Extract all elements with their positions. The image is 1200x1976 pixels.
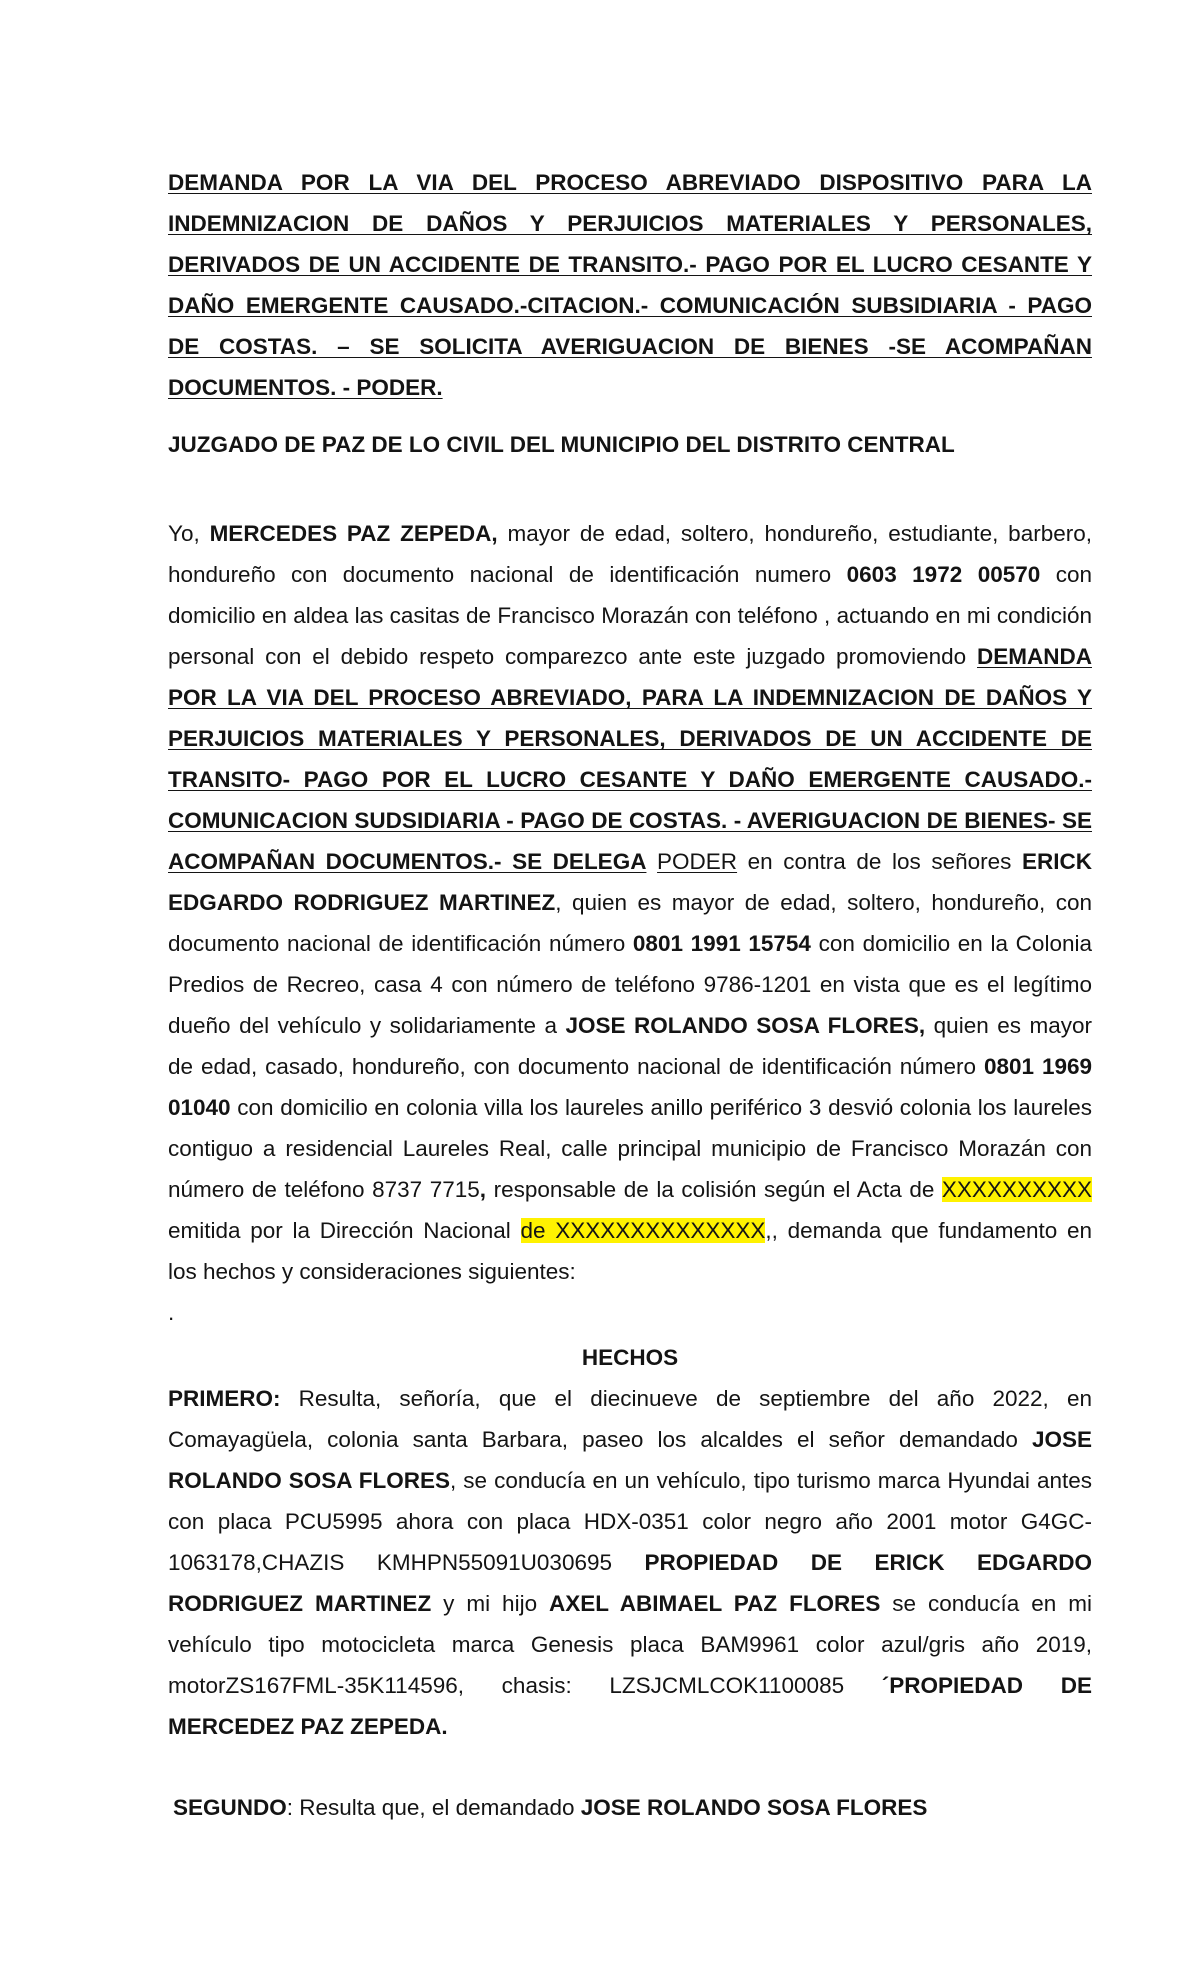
redacted-highlight-1: XXXXXXXXXX bbox=[941, 1177, 1092, 1202]
primero-paragraph bbox=[168, 1378, 1092, 1747]
defendant-id-1: 0801 1991 15754 bbox=[632, 931, 811, 956]
defendant-name: JOSE ROLANDO SOSA FLORES bbox=[168, 1427, 1092, 1493]
plaintiff-name: MERCEDES PAZ ZEPEDA, bbox=[209, 521, 498, 546]
intro-text: mayor de edad, soltero, hondureño, estudiante, barbero, hondureño con documento nacional de identificación numero bbox=[168, 521, 1092, 587]
property-owner-1: PROPIEDAD DE ERICK EDGARDO RODRIGUEZ MARTINEZ bbox=[168, 1550, 1092, 1616]
intro-text: con domicilio en colonia villa los laureles anillo periférico 3 desvió colonia los laureles contiguo a residencial Laureles Real, calle principal municipio de Francisco Morazán con número de teléfono 8737 7715 bbox=[168, 1095, 1092, 1202]
court-name: JUZGADO DE PAZ DE LO CIVIL DEL MUNICIPIO DEL DISTRITO CENTRAL bbox=[168, 432, 955, 457]
intro-text: emitida por la Dirección Nacional bbox=[168, 1218, 521, 1243]
intro-text: con domicilio en aldea las casitas de Francisco Morazán con teléfono , actuando en mi condición personal con el debido respeto comparezco ante este juzgado promoviendo bbox=[168, 562, 1093, 669]
poder-text: PODER bbox=[657, 849, 738, 874]
document-heading: DEMANDA POR LA VIA DEL PROCESO ABREVIADO DISPOSITIVO PARA LA INDEMNIZACION DE DAÑOS Y PERJUICIOS MATERIALES Y PERSONALES, DERIVADOS DE UN ACCIDENTE DE TRANSITO.- PAGO POR EL LUCRO CESANTE Y DAÑO EMERGENTE CAUSADO.-CITACION.- COMUNICACIÓN SUBSIDIARIA - PAGO DE COSTAS. – SE SOLICITA AVERIGUACION DE BIENES -SE ACOMPAÑAN DOCUMENTOS. - PODER. bbox=[168, 170, 1092, 400]
intro-text: , quien es mayor de edad, soltero, hondureño, con documento nacional de identificación número bbox=[168, 890, 1092, 956]
segundo-paragraph bbox=[168, 1787, 1092, 1828]
defendant-name-1: ERICK EDGARDO RODRIGUEZ MARTINEZ bbox=[168, 849, 1092, 915]
defendant-name-2: JOSE ROLANDO SOSA FLORES, bbox=[565, 1013, 926, 1038]
primero-text: se conducía en mi vehículo tipo motocicleta marca Genesis placa BAM9961 color azul/gris año 2019, motorZS167FML-35K114596, chasis: LZSJCMLCOK1100085 bbox=[168, 1591, 1092, 1698]
segundo-label: SEGUNDO bbox=[173, 1795, 287, 1820]
intro-text: ,, demanda que fundamento en los hechos y consideraciones siguientes: bbox=[168, 1218, 1092, 1284]
hechos-title: HECHOS bbox=[581, 1345, 679, 1370]
intro-text: en contra de los señores bbox=[737, 849, 1022, 874]
document-body bbox=[168, 162, 1092, 1828]
plaintiff-id: 0603 1972 00570 bbox=[846, 562, 1041, 587]
intro-paragraph bbox=[168, 513, 1092, 1292]
intro-text: quien es mayor de edad, casado, hondureño, con documento nacional de identificación número bbox=[168, 1013, 1092, 1079]
intro-text: Yo, bbox=[168, 521, 210, 546]
dot-line: . bbox=[168, 1300, 175, 1325]
primero-text: Resulta, señoría, que el diecinueve de septiembre del año 2022, en Comayagüela, colonia santa Barbara, paseo los alcaldes el señor demandado bbox=[168, 1386, 1092, 1452]
segundo-text: : Resulta que, el demandado bbox=[286, 1795, 581, 1820]
primero-text: y mi hijo bbox=[431, 1591, 550, 1616]
primero-text: , se conducía en un vehículo, tipo turismo marca Hyundai antes con placa PCU5995 ahora con placa HDX-0351 color negro año 2001 motor G4GC-1063178,CHAZIS KMHPN55091U030695 bbox=[168, 1468, 1092, 1575]
defendant-name: JOSE ROLANDO SOSA FLORES bbox=[580, 1795, 928, 1820]
son-name: AXEL ABIMAEL PAZ FLORES bbox=[549, 1591, 881, 1616]
bold-comma: , bbox=[479, 1177, 487, 1202]
intro-text: con domicilio en la Colonia Predios de Recreo, casa 4 con número de teléfono 9786-1201 en vista que es el legítimo dueño del vehículo y solidariamente a bbox=[168, 931, 1092, 1038]
defendant-id-2: 0801 1969 01040 bbox=[168, 1054, 1093, 1120]
property-owner-2: ´PROPIEDAD DE MERCEDEZ PAZ ZEPEDA. bbox=[168, 1673, 1092, 1739]
demand-title: DEMANDA POR LA VIA DEL PROCESO ABREVIADO, PARA LA INDEMNIZACION DE DAÑOS Y PERJUICIOS MATERIALES Y PERSONALES, DERIVADOS DE UN ACCIDENTE DE TRANSITO- PAGO POR EL LUCRO CESANTE Y DAÑO EMERGENTE CAUSADO.-COMUNICACION SUDSIDIARIA - PAGO DE COSTAS. - AVERIGUACION DE BIENES- SE ACOMPAÑAN DOCUMENTOS.- SE DELEGA bbox=[168, 644, 1092, 874]
primero-label: PRIMERO: bbox=[168, 1386, 281, 1411]
intro-text: responsable de la colisión según el Acta de bbox=[486, 1177, 942, 1202]
redacted-highlight-2: de XXXXXXXXXXXXXX bbox=[520, 1218, 766, 1243]
